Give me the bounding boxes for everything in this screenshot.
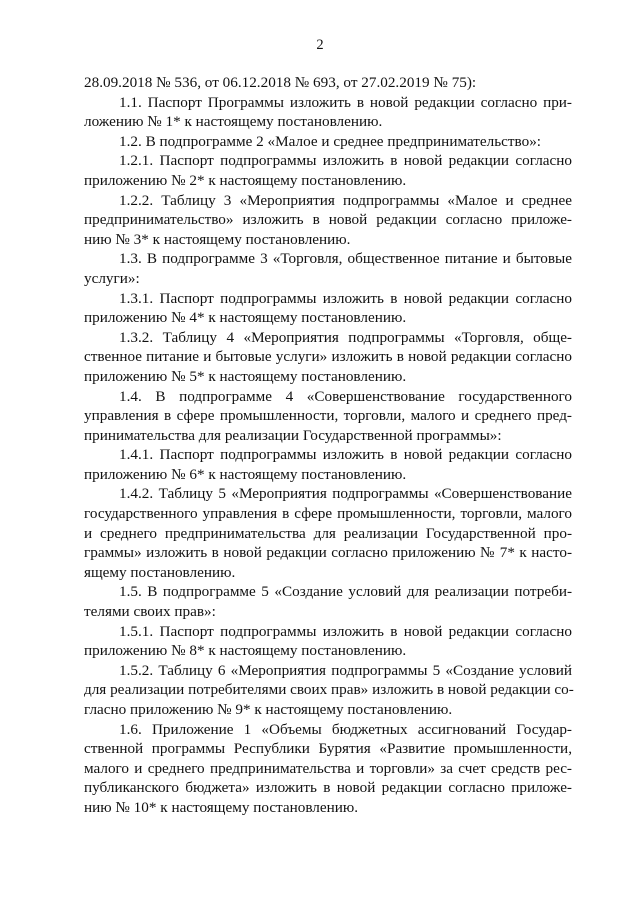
text-line: приложению № 2* к настоящему постановлению. <box>84 171 407 189</box>
text-line: 1.3.1. Паспорт подпрограммы изложить в новой редакции согласно <box>119 289 572 307</box>
text-line: приложению № 6* к настоящему постановлению. <box>84 465 407 483</box>
text-line: 1.2.2. Таблицу 3 «Мероприятия подпрограммы «Малое и среднее <box>119 191 572 209</box>
text-line: управления в сфере промышленности, торговли, малого и среднего пред- <box>84 407 572 425</box>
text-line: граммы» изложить в новой редакции согласно приложению № 7* к насто- <box>84 544 572 562</box>
text-line: ственное питание и бытовые услуги» изложить в новой редакции согласно <box>84 348 572 366</box>
text-line: 1.2. В подпрограмме 2 «Малое и среднее предпринимательство»: <box>119 132 542 150</box>
text-line: публиканского бюджета» изложить в новой редакции согласно приложе- <box>84 779 572 797</box>
text-line: ложению № 1* к настоящему постановлению. <box>84 113 383 131</box>
text-line: телями своих прав»: <box>84 603 216 621</box>
text-line: приложению № 5* к настоящему постановлению. <box>84 367 407 385</box>
text-line: гласно приложению № 9* к настоящему постановлению. <box>84 701 453 718</box>
page-number: 2 <box>316 37 324 53</box>
text-line: 28.09.2018 № 536, от 06.12.2018 № 693, от 27.02.2019 № 75): <box>84 74 477 91</box>
document-body <box>84 73 572 818</box>
text-line: услуги»: <box>84 269 140 287</box>
text-line: нию № 3* к настоящему постановлению. <box>84 230 351 248</box>
text-line: приложению № 4* к настоящему постановлению. <box>84 309 407 327</box>
text-line: 1.5.1. Паспорт подпрограммы изложить в новой редакции согласно <box>119 622 572 640</box>
text-line: 1.2.1. Паспорт подпрограммы изложить в новой редакции согласно <box>119 152 572 170</box>
text-line: 1.1. Паспорт Программы изложить в новой редакции согласно при- <box>119 93 572 111</box>
text-line: ственной программы Республики Бурятия «Развитие промышленности, <box>84 740 572 758</box>
text-line: ящему постановлению. <box>84 563 236 581</box>
text-line: нию № 10* к настоящему постановлению. <box>84 798 359 816</box>
text-line: 1.5. В подпрограмме 5 «Создание условий для реализации потреби- <box>119 583 572 601</box>
text-line: 1.4.2. Таблицу 5 «Мероприятия подпрограммы «Совершенствование <box>119 485 572 503</box>
text-line: 1.3. В подпрограмме 3 «Торговля, общественное питание и бытовые <box>119 250 572 268</box>
text-line: малого и среднего предпринимательства и торговли» за счет средств рес- <box>84 759 572 777</box>
text-line: 1.5.2. Таблицу 6 «Мероприятия подпрограммы 5 «Создание условий <box>119 661 572 679</box>
text-line: и среднего предпринимательства для реализации Государственной про- <box>84 524 572 542</box>
text-line: 1.6. Приложение 1 «Объемы бюджетных ассигнований Государ- <box>119 720 572 738</box>
text-line: 1.4.1. Паспорт подпрограммы изложить в новой редакции согласно <box>119 446 572 464</box>
text-line: принимательства для реализации Государственной программы»: <box>84 426 502 444</box>
text-line: приложению № 8* к настоящему постановлению. <box>84 642 407 660</box>
text-line: государственного управления в сфере промышленности, торговли, малого <box>84 505 572 523</box>
text-line: 1.3.2. Таблицу 4 «Мероприятия подпрограммы «Торговля, обще- <box>119 328 572 346</box>
text-line: предпринимательство» изложить в новой редакции согласно приложе- <box>84 211 572 229</box>
text-line: 1.4. В подпрограмме 4 «Совершенствование государственного <box>119 387 572 405</box>
text-line: для реализации потребителями своих прав» изложить в новой редакции со- <box>84 681 574 699</box>
